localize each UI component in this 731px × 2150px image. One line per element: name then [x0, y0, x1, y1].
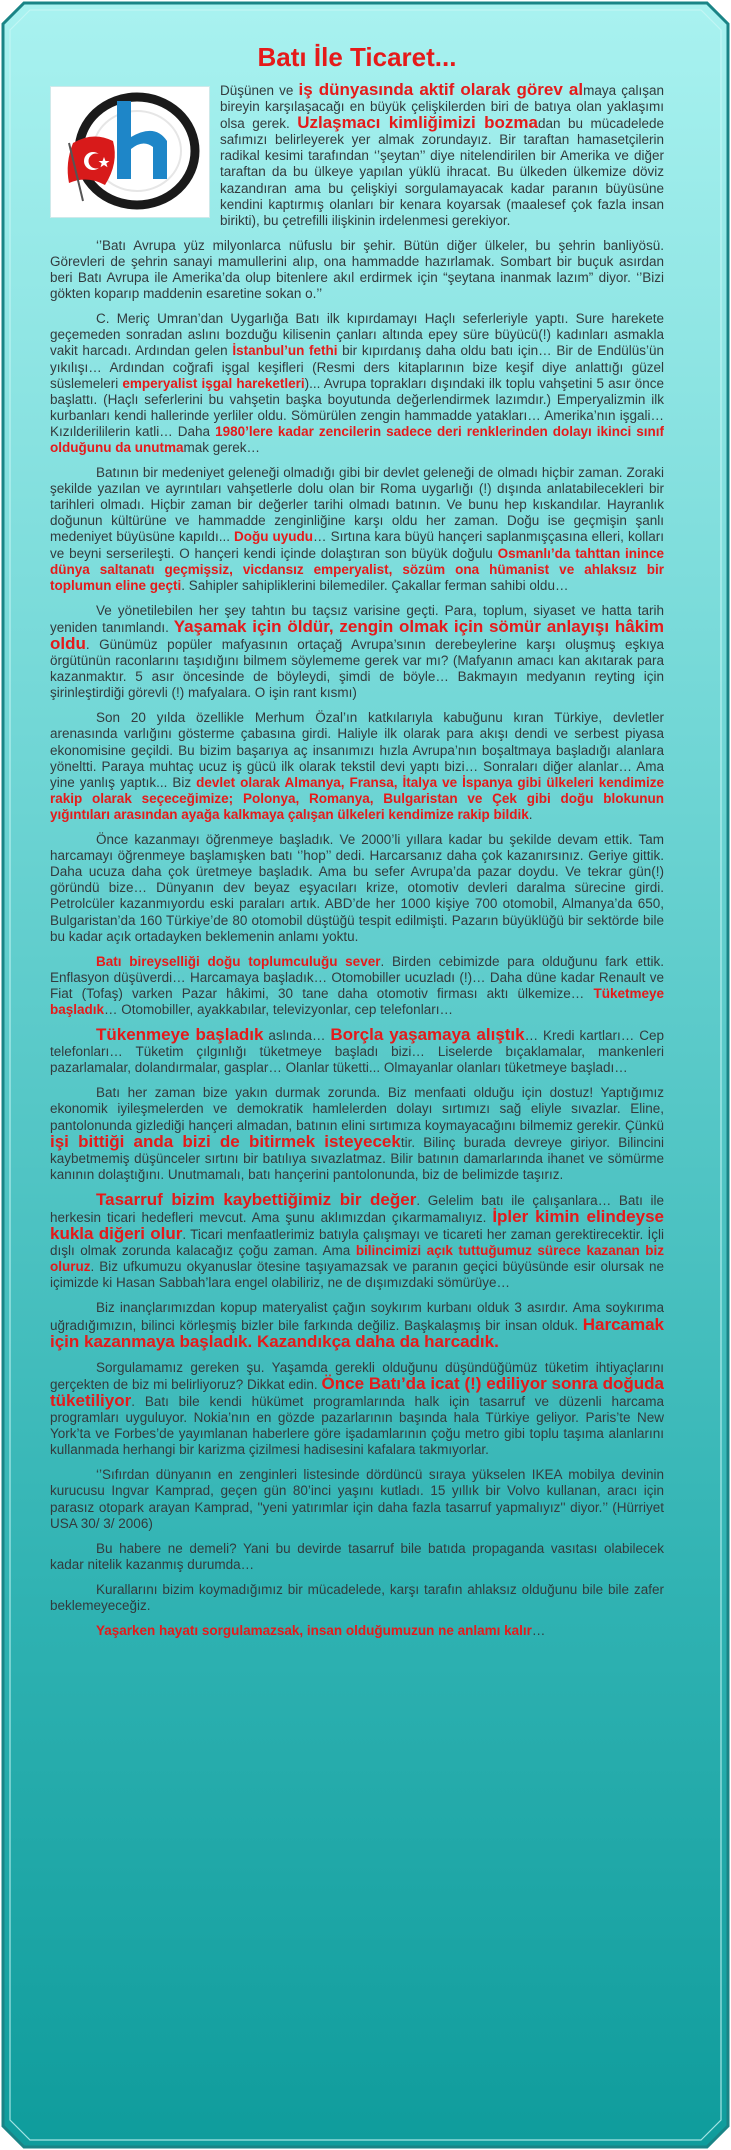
- highlight-text: Yaşarken hayatı sorgulamazsak, insan olduğumuzun ne anlamı kalır: [96, 1623, 532, 1639]
- paragraph-text: )... Avrupa toprakları dışındaki ilk toplu vahşetini 5 asır önce başlattı. (Haçlı seferlerini bu vahşetin başka boyutunda değerlendirmek lazımdır.) Emperyalizmin ilk kurbanları kendi hallerinde yerliler oldu. Sömürülen zengin hammadde yatakları… Amerika’nın işgali… Kızılderililerin katli… Daha: [50, 375, 664, 439]
- highlight-text: Harcamak için kazanmaya başladık. Kazandıkça daha da harcadık.: [50, 1314, 664, 1351]
- paragraph-text: Bu habere ne demeli? Yani bu devirde tasarruf bile batıda propaganda vasıtası olabilecek kadar nitelik kazanmış durumda…: [50, 1540, 664, 1572]
- paragraph-text: aslında…: [263, 1028, 331, 1044]
- highlight-text: Doğu uyudu: [234, 529, 314, 545]
- paragraph-text: . Birden cebimizde para olduğunu fark ettik. Enflasyon düşüverdi… Harcamaya başladık… Otomobiller ucuzladı (!)… Daha düne kadar Renault ve Fiat (Tofaş) varken Pazar hâkimi, 30 tane daha otomotiv firması aktı ülkemize…: [50, 953, 664, 1001]
- paragraph: [50, 603, 664, 702]
- paragraph-text: Batının bir medeniyet geleneği olmadığı gibi bir devlet geleneği de olmadı hiçbir zaman. Zoraki şekilde yazılan ve ayrıntıları vahşetlerle dolu olan bir Roma uygarlığı (!) dışında anlatabilecekleri bir tarihleri olmadı. Hiçbir zaman bir değerler tarihi olmadı batının. Ve bunu hep kıskandılar. Hayranlık doğunun kültürüne ve hammadde zenginliğine karşı oldu her zaman. Doğu ise geçmişin şanlı medeniyet büyüsüne kapıldı...: [50, 465, 664, 545]
- paragraph-text: . Sahipler sahipliklerini bilemediler. Çakallar ferman sahibi oldu…: [181, 577, 569, 593]
- highlight-text: emperyalist işgal hareketleri: [122, 375, 305, 391]
- paragraph-text: Ve yönetilebilen her şey tahtın bu taçsız varisine geçti. Para, toplum, siyaset ve hatta tarih yeniden tanımlandı.: [50, 602, 664, 635]
- highlight-text: bilincimizi açık tuttuğumuz sürece kazanan biz oluruz: [50, 1243, 664, 1275]
- paragraph-text: . Gelelim batı ile çalışanlara… Batı ile herkesin ticari hedefleri mevcut. Ama şunu aklımızdan çıkarmamalıyız.: [50, 1192, 664, 1225]
- paragraph-text: . Ticari menfaatlerimiz batıyla çalışmayı ve ticareti her zaman gerektirecektir. İçli dışlı olmak zorunda kalacağız çoğu zaman. Ama: [50, 1227, 664, 1259]
- paragraph-text: ‘’Batı Avrupa yüz milyonlarca nüfuslu bir şehir. Bütün diğer ülkeler, bu şehrin banliyösü. Görevleri de şehrin sanayi mamullerini alıp, ona hammadde hazırlamak. Sombart bir buçuk asırdan beri Batı Avrupa ile Amerika’da olup bitenlere akıl erdirmek için “şeytana inanmak lazım” diyor. ‘’Bizi gökten koparıp maddenin esaretine sokan o.’’: [50, 237, 664, 302]
- article-body: [50, 82, 664, 1639]
- paragraph: [50, 1027, 664, 1076]
- paragraph: [50, 465, 664, 594]
- paragraph-text: Önce kazanmayı öğrenmeye başladık. Ve 2000’li yıllara kadar bu şekilde devam ettik. Tam harcamayı öğrenmeye başlamışken batı ‘’hop’’ dedi. Harcarsanız daha çok kazanırsınız. Geriye gittik. Daha ucuza daha çok üretmeye başladık. Ama bu sefer Avrupa’da pazar doydu. Ve tekrar gün(!) göründü bize… Dünyanın dev beyaz eşyacıları krize, otomotiv devleri daralma sürecine girdi. Petrolcüler kazanmıyordu eski paraları artık. ABD’de her 1000 kişiye 700 otomobil, Almanya’da 650, Bulgaristan’da 160 Türkiye’de 80 otomobil düştüğü tespit edilmişti. Pazarın büyüklüğü bir sektörde bile bu kadar açık ortadayken beklemenin anlamı yoktu.: [50, 832, 664, 944]
- paragraph: [50, 1467, 664, 1531]
- paragraph: [50, 954, 664, 1018]
- paragraph: [50, 1582, 664, 1614]
- paragraph-text: … Sırtına kara büyü hançeri saplanmışçasına elleri, kolları ve beyni serserileşti. O hançeri kendi içinde dolaştıran son büyük doğulu: [50, 529, 664, 561]
- paragraph-text: … Kredi kartları… Cep telefonları… Tüketim çılgınlığı tüketmeye başladı bizi… Liselerde bıçaklamalar, mankenleri pazarlamalar, dolandırmalar, gasplar… Olanlar tüketti... Olmayanlar olanları tüketmeye başladı…: [50, 1028, 664, 1076]
- paragraph: [50, 1085, 664, 1183]
- paragraph-text: Batı her zaman bize yakın durmak zorunda. Biz menfaati olduğu için dostuz! Yaptığımız ekonomik iyileşmelerden ve demokratik hamlelerden dolayı sırtımızı sağ eliyle sıvazlar. Eline, pantolonunda gizlediği hançeri almadan, batının elini sırtımıza koymayacağını bilmemiz gerekir. Çünkü: [50, 1085, 664, 1133]
- highlight-text: iş dünyasında aktif olarak görev al: [298, 80, 584, 99]
- paragraph-text: Biz inançlarımızdan kopup materyalist çağın soykırım kurbanı olduk 3 asırdır. Ama soykırıma uğradığımızın, bilinci körleşmiş bizler bile farkında değiliz. Başkalaşmış bir insan olduk.: [50, 1300, 664, 1333]
- paragraph: [50, 1300, 664, 1350]
- paragraph: [50, 238, 664, 302]
- paragraph: [50, 311, 664, 456]
- paragraph: [50, 832, 664, 945]
- logo: [50, 86, 210, 218]
- paragraph-text: …: [531, 1623, 546, 1639]
- paragraph-text: bir kıpırdanış daha oldu batı için… Bir de Endülüs’ün yıkılışı… Ardından coğrafi işgal keşifleri (Resmi ders kitaplarının bize keşif diye anlattığı güzel süslemeleri: [50, 343, 664, 391]
- paragraph: [50, 1541, 664, 1573]
- highlight-text: devlet olarak Almanya, Fransa, İtalya ve İspanya gibi ülkeleri kendimize rakip olarak seçeceğimize; Polonya, Romanya, Bulgaristan ve Çek gibi doğu blokunun yığıntıları arasından ayağa kalkmaya çalışan ülkeleri kendimize rakip bildik: [50, 774, 664, 822]
- paragraph-text: . Günümüz popüler mafyasının ortaçağ Avrupa’sının derebeylerine karşı oluşmuş eşkıya örgütünün raconlarını taşıdığını bilmem söylememe gerek var mı? (Mafyanın amacı kan akıtarak para kazanmaktır. 5 asır öncesinde de böyleydi, şimdi de böyle… Bakmayın medyanın reyting için şirinleştirdiği görevli (!) mafyalara. O işin rant kısmı): [50, 637, 664, 701]
- paragraph-text: … Otomobiller, ayakkabılar, televizyonlar, cep telefonları…: [104, 1001, 453, 1017]
- page-title: Batı İle Ticaret...: [257, 42, 457, 72]
- paragraph-text: Kurallarını bizim koymadığımız bir mücadelede, karşı tarafın ahlaksız olduğunu bile bile zafer beklemeyeceğiz.: [50, 1581, 664, 1613]
- paragraph-text: dan bu mücadelede safımızı belirleyerek yer almak zorundayız. Bir taraftan hamasetçilerin radikal kesimi tarafından ‘’şeytan’’ diye nitelendirilen bir Amerika ve diğer taraftan da bu ülkeye yapılan yüklü ihracat. Bu ülkeden ülkemize döviz kazandıran ama bu çelişkiyi sorgulamayacak kadar paranın büyüsüne kendini kaptırmış olanları bir kenara koyarsak (maalesef çok fazla insan birikti), bu çetrefilli ilişkinin irdelenmesi gerekiyor.: [220, 116, 664, 228]
- highlight-text: Önce Batı’da icat (!) ediliyor sonra doğuda tüketiliyor: [50, 1373, 664, 1410]
- highlight-text: işi bittiği anda bizi de bitirmek isteyecek: [50, 1131, 401, 1151]
- highlight-text: Tasarruf bizim kaybettiğimiz bir değer: [96, 1189, 417, 1209]
- paragraph: [50, 1189, 664, 1292]
- turkish-flag-h-logo-icon: [55, 91, 205, 213]
- paragraph-text: Düşünen ve: [220, 83, 299, 98]
- highlight-text: Borçla yaşamaya alıştık: [330, 1025, 525, 1045]
- paragraph-text: maya çalışan bireyin karşılaşacağı en büyük çelişkilerden biri de batıya olan yaklaşımı olsa gerek.: [220, 83, 664, 132]
- paragraph-text: . Biz ufkumuzu okyanuslar ötesine taşıyamazsak ve paranın geçici büyüsünde esir olursak ne içimizde ki Hasan Sabbah’lara engel olabiliriz, ne de dışımızdaki sömürüye…: [50, 1259, 664, 1291]
- highlight-text: Uzlaşmacı kimliğimizi bozma: [297, 113, 538, 133]
- paragraph-text: tir. Bilinç burada devreye giriyor. Bilincini kaybetmemiş düşünceler sırtını bir batılıya sıvazlatmaz. Bilir batının damarlarında ihanet ve sömürme kanının dolaştığını. Unutmamalı, batı hançerini pantolonunda, biz de belimizde taşırız.: [50, 1134, 664, 1182]
- highlight-text: Tükenmeye başladık: [96, 1025, 264, 1045]
- highlight-text: Yaşamak için öldür, zengin olmak için sömür anlayışı hâkim oldu: [50, 616, 664, 653]
- highlight-text: İpler kimin elindeyse kukla diğeri olur: [50, 1207, 664, 1244]
- highlight-text: 1980’lere kadar zencilerin sadece deri renklerinden dolayı ikinci sınıf olduğunu da unutma: [50, 423, 664, 455]
- paragraph-text: Son 20 yılda özellikle Merhum Özal’ın katkılarıyla kabuğunu kıran Türkiye, devletler arenasında varlığını gösterme çabasına girdi. Haliyle ilk olarak para akışı dendi ve serbest piyasa ekonomisine geçildi. Bu bizim başarıya aç insanımızı hızla Avrupa’nın boşaltmaya başladığı alanlara yöneltti. Paraya muhtaç ucuz iş gücü ilk olarak tekstil devi yaptı bizi… Sonraları diğer alanlar… Ama yine yanlış yaptık... Biz: [50, 710, 664, 790]
- highlight-text: Tüketmeye başladık: [50, 985, 664, 1017]
- paragraph-text: ‘’Sıfırdan dünyanın en zenginleri listesinde dördüncü sıraya yükselen IKEA mobilya devinin kurucusu Ingvar Kamprad, geçen gün 80’inci yaşını kutladı. 15 yıllık bir Volvo kullanan, aracı için parasız otopark arayan Kamprad, ''yeni yatırımlar için daha fazla tasarruf yapmalıyız'' diyor.’’ (Hürriyet USA 30/ 3/ 2006): [50, 1467, 664, 1531]
- paragraph-text: .: [528, 806, 533, 822]
- highlight-text: Osmanlı’da tahttan inince dünya saltanatı geçmişsiz, vicdansız emperyalist, sözüm ona hümanist ve ahlaksız bir toplumun eline geçti: [50, 545, 664, 593]
- paragraph: [50, 710, 664, 823]
- article: [50, 36, 664, 2126]
- paragraph-text: mak gerek…: [183, 439, 261, 455]
- highlight-text: Batı bireyselliği doğu toplumculuğu sever: [96, 953, 381, 969]
- paragraph-text: . Batı bile kendi hükümet programlarında halk için tasarruf ve düzenli harcama programları uyguluyor. Nokia’nın en gözde pazarlarının başında hala Türkiye geliyor. Paris’te New York’ta ve Forbes’de yayımlanan haberlere göre işadamlarının çoğu metro gibi toplu taşıma alanlarını kullanmada herhangi bir karizma çizilmesi hadisesini kafalara takmıyorlar.: [50, 1393, 664, 1458]
- paragraph-text: C. Meriç Umran’dan Uygarlığa Batı ilk kıpırdamayı Haçlı seferleriyle yaptı. Sure harekete geçemeden sonradan aslını bozduğu kilisenin çanları altında epey süre büyücü(!) kadınları asmakla vakit harcadı. Ardından gelen: [50, 311, 664, 359]
- paragraph: [50, 1623, 664, 1639]
- highlight-text: İstanbul’un fethi: [232, 343, 338, 359]
- paragraph-text: Sorgulamamız gereken şu. Yaşamda gerekli olduğunu düşündüğümüz tüketim ihtiyaçlarını gerçekten de biz mi belirliyoruz? Dikkat edin.: [50, 1359, 664, 1392]
- paragraph: [50, 1360, 664, 1459]
